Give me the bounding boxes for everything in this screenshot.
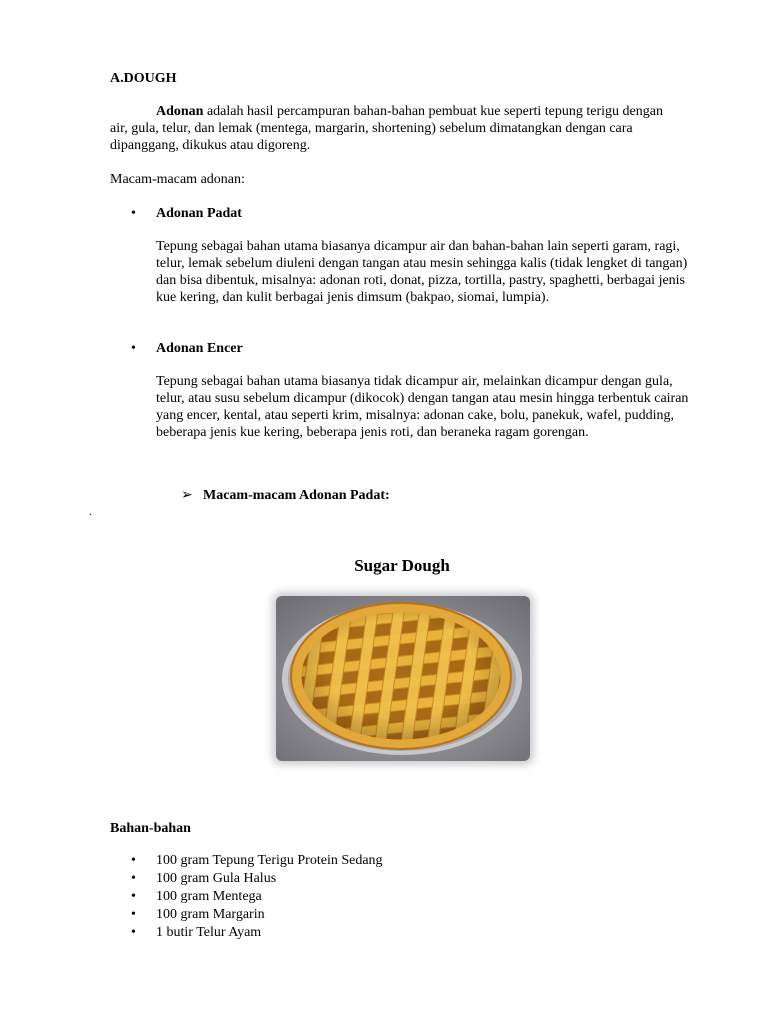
stray-mark: . xyxy=(89,507,92,518)
type-title-encer: Adonan Encer xyxy=(156,341,243,356)
ingredient-item: • 1 butir Telur Ayam xyxy=(131,924,383,942)
bullet-icon: • xyxy=(131,206,136,221)
ingredient-item: • 100 gram Tepung Terigu Protein Sedang xyxy=(131,852,383,870)
ingredient-item: • 100 gram Gula Halus xyxy=(131,870,383,888)
sub-heading: Macam-macam Adonan Padat: xyxy=(203,488,390,503)
ingredients-heading: Bahan-bahan xyxy=(110,821,191,836)
intro-term: Adonan xyxy=(156,104,204,119)
recipe-title: Sugar Dough xyxy=(354,556,450,575)
pie-photo xyxy=(276,596,530,761)
type-description-padat: Tepung sebagai bahan utama biasanya dicampur air dan bahan-bahan lain seperti garam, ragi, telur, lemak sebelum diuleni dengan tangan atau mesin sehingga kalis (tidak lengket di tangan) dan bisa dibentuk, misalnya: adonan roti, donat, pizza, tortilla, pastry, spaghetti, berbagai jenis kue kering, dan kulit berbagai jenis dimsum (bakpao, siomai, lumpia). xyxy=(156,239,688,305)
arrow-bullet-icon: ➢ xyxy=(181,488,193,503)
ingredients-list xyxy=(131,852,383,942)
intro-text: adalah hasil percampuran bahan-bahan pembuat kue seperti tepung terigu dengan air, gula, telur, dan lemak (mentega, margarin, shortening) sebelum dimatangkan dengan cara dipanggang, dikukus atau digoreng. xyxy=(110,104,663,153)
ingredient-item: • 100 gram Margarin xyxy=(131,906,383,924)
ingredient-item: • 100 gram Mentega xyxy=(131,888,383,906)
type-description-encer: Tepung sebagai bahan utama biasanya tidak dicampur air, melainkan dicampur dengan gula, telur, atau susu sebelum dicampur (dikocok) dengan tangan atau mesin hingga terbentuk cairan yang encer, kental, atau seperti krim, misalnya: adonan cake, bolu, panekuk, wafel, pudding, beberapa jenis kue kering, beberapa jenis roti, dan beraneka ragam gorengan. xyxy=(156,374,689,440)
bullet-icon: • xyxy=(131,341,136,356)
types-intro: Macam-macam adonan: xyxy=(110,172,245,187)
lattice-pie-photo-icon xyxy=(276,596,530,761)
section-heading: A.DOUGH xyxy=(110,71,177,86)
type-title-padat: Adonan Padat xyxy=(156,206,242,221)
intro-paragraph xyxy=(110,103,670,154)
